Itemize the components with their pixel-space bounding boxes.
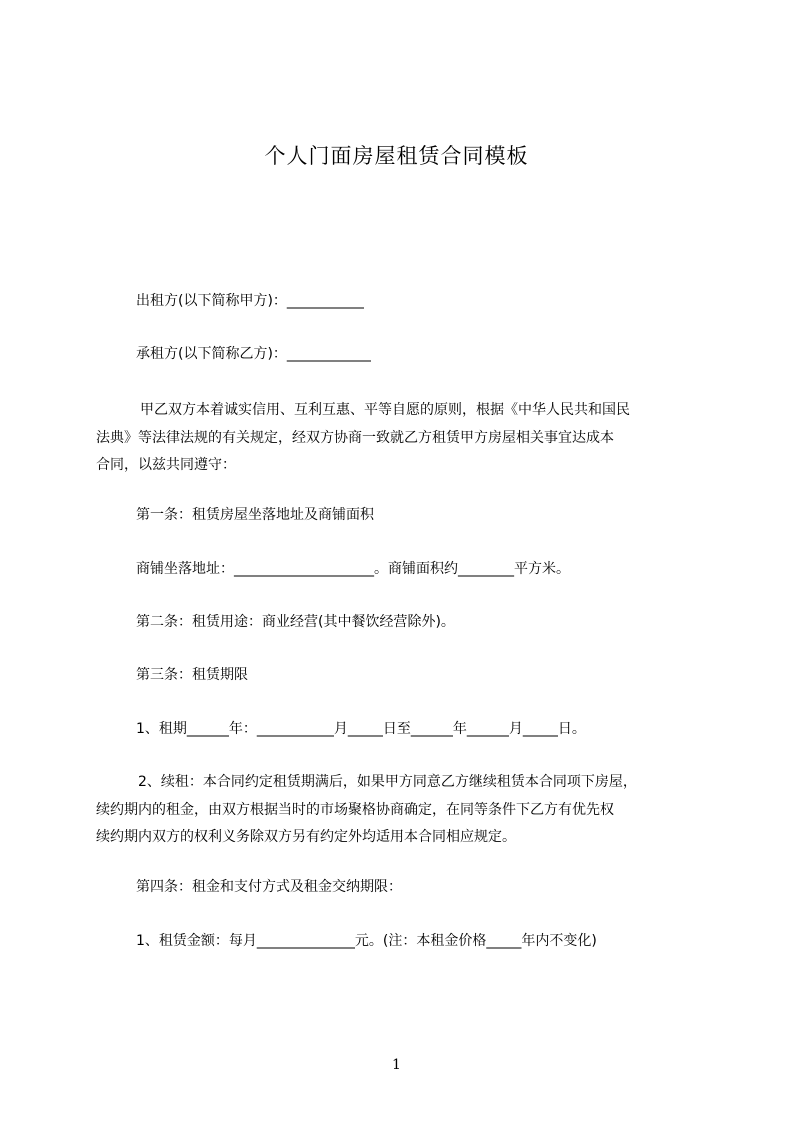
article-1-address: 商铺坐落地址：____________________。商铺面积约________平方米。 [136,561,570,577]
lessor-line: 出租方(以下简称甲方)：___________ [136,293,364,309]
article-2-usage: 第二条：租赁用途：商业经营(其中餐饮经营除外)。 [136,614,455,630]
preamble-line-2: 法典》等法律法规的有关规定，经双方协商一致就乙方租赁甲方房屋相关事宜达成本 [96,429,614,446]
article-4-amount: 1、租赁金额：每月______________元。(注：本租金价格_____年内不变化) [136,933,597,949]
renewal-line-3: 续约期内双方的权利义务除双方另有约定外均适用本合同相应规定。 [96,829,516,845]
document-title: 个人门面房屋租赁合同模板 [264,144,529,168]
article-4-heading: 第四条：租金和支付方式及租金交纳期限： [136,879,402,895]
renewal-line-1: 2、续租：本合同约定租赁期满后，如果甲方同意乙方继续租赁本合同项下房屋， [138,774,637,790]
renewal-paragraph [96,769,704,852]
preamble-line-3: 合同，以兹共同遵守： [96,457,236,473]
preamble-line-1: 甲乙双方本着诚实信用、互利互惠、平等自愿的原则，根据《中华人民共和国民 [140,402,630,418]
renewal-line-2: 续约期内的租金，由双方根据当时的市场聚格协商确定，在同等条件下乙方有优先权 [96,801,614,818]
article-3-term: 1、租期______年：___________月_____日至______年______月_____日。 [136,721,586,737]
preamble-paragraph [96,397,704,480]
page-number: 1 [392,1057,401,1073]
article-1-heading: 第一条：租赁房屋坐落地址及商铺面积 [136,507,374,523]
article-3-heading: 第三条：租赁期限 [136,667,248,683]
lessee-line: 承租方(以下简称乙方)：____________ [136,346,371,362]
